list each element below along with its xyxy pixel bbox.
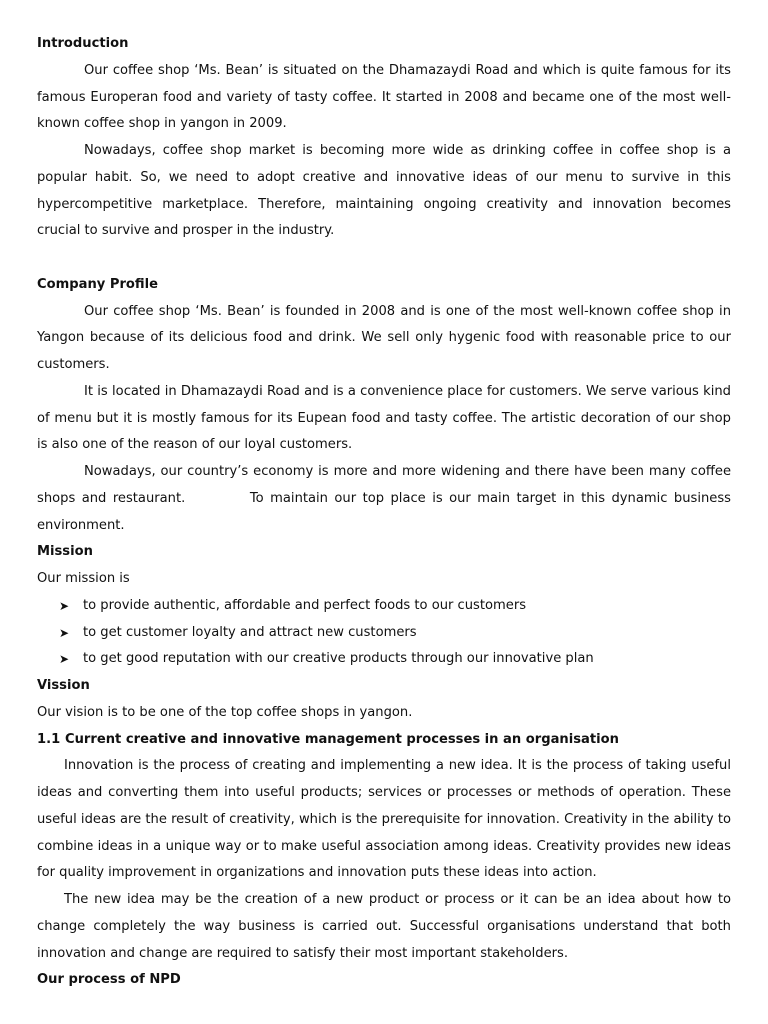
mission-list <box>37 593 731 673</box>
vision-text: Our vision is to be one of the top coffee shops in yangon. <box>37 704 413 720</box>
company-profile-paragraph-2: It is located in Dhamazaydi Road and is a convenience place for customers. We serve various kind of menu but it is mostly famous for its Eupean food and tasty coffee. The artistic decoration of our shop is also one of the reason of our loyal customers. <box>37 383 731 453</box>
npd-heading: Our process of NPD <box>37 972 181 988</box>
list-item <box>37 620 731 647</box>
introduction-paragraph-1: Our coffee shop ‘Ms. Bean’ is situated on the Dhamazaydi Road and which is quite famous for its famous Europeran food and variety of tasty coffee. It started in 2008 and became one of the most well-known coffee shop in yangon in 2009. <box>37 62 731 132</box>
company-profile-paragraph-1: Our coffee shop ‘Ms. Bean’ is founded in 2008 and is one of the most well-known coffee shop in Yangon because of its delicious food and drink. We sell only hygenic food with reasonable price to our customers. <box>37 303 731 372</box>
company-profile-heading: Company Profile <box>37 276 158 292</box>
company-profile-paragraph-3: Nowadays, our country’s economy is more and more widening and there have been many coffee shops and restaurant. To maintain our top place is our main target in this dynamic business environment. <box>37 464 736 533</box>
list-item <box>37 646 731 673</box>
section-1-1-paragraph-2: The new idea may be the creation of a new product or process or it can be an idea about how to change completely the way business is carried out. Successful organisations understand that both innovation and change are required to satisfy their most important stakeholders. <box>37 892 731 961</box>
vision-heading: Vission <box>37 678 90 693</box>
mission-item-text: to provide authentic, affordable and perfect foods to our customers <box>83 597 527 613</box>
section-spacer <box>37 245 731 272</box>
mission-heading: Mission <box>37 544 93 560</box>
mission-item-text: to get customer loyalty and attract new customers <box>83 624 417 640</box>
introduction-heading: Introduction <box>37 36 129 51</box>
arrow-bullet-icon: ➤ <box>59 625 70 640</box>
section-number: 1.1 <box>37 731 61 747</box>
arrow-bullet-icon: ➤ <box>59 652 70 667</box>
section-1-1-paragraph-1: Innovation is the process of creating and implementing a new idea. It is the process of taking useful ideas and converting them into useful products; services or processes or methods of operation. These useful ideas are the result of creativity, which is the prerequisite for innovation. Creativity in the ability to combine ideas in a unique way or to make useful association among ideas. Creativity provides new ideas for quality improvement in organizations and innovation puts these ideas into action. <box>37 758 731 881</box>
mission-item-text: to get good reputation with our creative products through our innovative plan <box>83 651 594 667</box>
mission-intro: Our mission is <box>37 571 130 586</box>
introduction-paragraph-2: Nowadays, coffee shop market is becoming more wide as drinking coffee in coffee shop is a popular habit. So, we need to adopt creative and innovative ideas of our menu to survive in this hypercompetitive marketplace. Therefore, maintaining ongoing creativity and innovation becomes crucial to survive and prosper in the industry. <box>37 143 731 239</box>
arrow-bullet-icon: ➤ <box>59 598 70 613</box>
section-title: Current creative and innovative management processes in an organisation <box>65 731 619 747</box>
list-item <box>37 593 731 620</box>
section-1-1-heading <box>37 727 731 754</box>
